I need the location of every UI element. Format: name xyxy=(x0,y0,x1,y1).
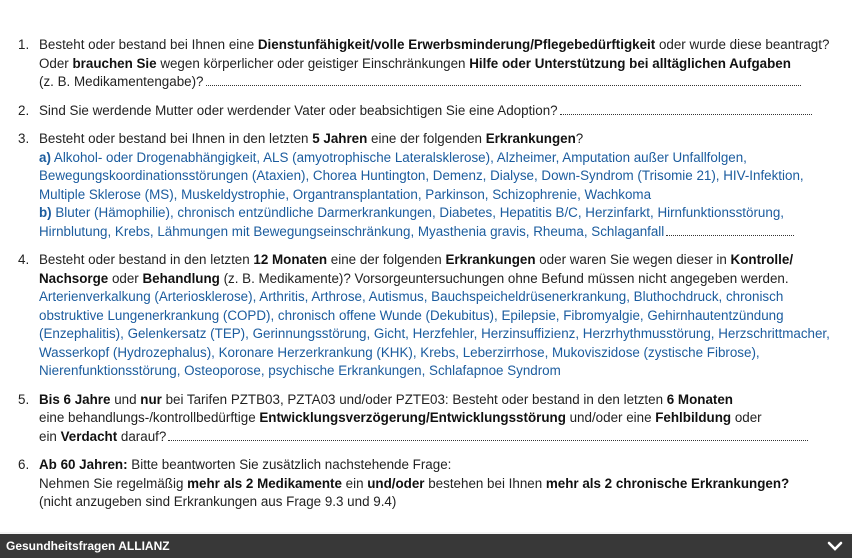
q1-line1-post: oder wurde diese beantragt? xyxy=(655,37,830,52)
answer-dotted-line xyxy=(560,114,812,115)
q5-mid1: und xyxy=(110,391,141,407)
question-number: 6. xyxy=(18,457,30,472)
q3-pre: Besteht oder bestand bei Ihnen in den letzten xyxy=(39,131,313,146)
chevron-down-icon[interactable] xyxy=(826,537,844,555)
question-number: 1. xyxy=(18,37,30,52)
q3-bold2: Erkrankungen xyxy=(485,131,576,146)
dialog-footer-bar xyxy=(0,534,852,558)
q1-line2-pre: Oder xyxy=(39,55,73,71)
dialog-title: Gesundheitsfragen ALLIANZ xyxy=(6,539,170,553)
questions-list xyxy=(18,36,834,522)
q6-bold2: mehr als 2 Medikamente xyxy=(187,475,342,491)
q5-line2-post: oder xyxy=(731,410,762,425)
q3-post: ? xyxy=(575,131,584,146)
q4-bold2: Erkrankungen xyxy=(445,252,536,267)
q3-b-text: Bluter (Hämophilie), chronisch entzündliche Darmerkrankungen, Diabetes, Hepatitis B/C, Herzinfarkt, Hirnfunktionsstörung, Hirnblutung, Krebs, Lähmungen mit Bewegungseinschränkung, Myasthenia gravis, Rheuma, Schlaganfall xyxy=(39,205,784,239)
q5-bold3: 6 Monaten xyxy=(666,391,733,407)
q6-bold4: mehr als 2 chronische Erkrankungen? xyxy=(545,475,790,491)
question-number: 2. xyxy=(18,102,30,118)
question-number: 5. xyxy=(18,391,30,407)
question-1 xyxy=(18,36,834,92)
q5-bold2: nur xyxy=(140,391,162,407)
q6-line1-post: Bitte beantworten Sie zusätzlich nachstehende Frage: xyxy=(127,457,452,472)
q6-line2-mid2: bestehen bei Ihnen xyxy=(424,475,546,491)
q5-line3-post: darauf? xyxy=(117,428,167,444)
question-3 xyxy=(18,130,834,241)
answer-dotted-line xyxy=(206,85,801,86)
q3-a-label: a) xyxy=(39,149,51,165)
q3-b-label: b) xyxy=(39,205,52,220)
question-6 xyxy=(18,456,834,512)
q5-bold6: Verdacht xyxy=(60,428,118,444)
question-number: 3. xyxy=(18,131,30,146)
q3-a-text: Alkohol- oder Drogenabhängigkeit, ALS (amyotrophische Lateralsklerose), Alzheimer, Amputation außer Unfallfolgen, Bewegungskoordinationsstörungen (Ataxien), Chorea Huntington, Demenz, Dialyse, Down-Syndrom (Trisomie 21), HIV-Infektion, Multiple Sklerose (MS), Muskeldystrophie, Organtransplantation, Parkinson, Schizophrenie, Wachkoma xyxy=(39,149,804,202)
q5-bold5: Fehlbildung xyxy=(655,410,732,425)
q1-line1-bold: Dienstunfähigkeit/volle Erwerbsminderung/Pflegebedürftigkeit xyxy=(257,37,656,52)
q5-bold1: Bis 6 Jahre xyxy=(39,391,111,407)
q5-mid2: bei Tarifen PZTB03, PZTA03 und/oder PZTE03: Besteht oder bestand in den letzten xyxy=(161,391,667,407)
q4-mid3: oder xyxy=(108,270,143,286)
q1-line3: (z. B. Medikamentengabe)? xyxy=(39,74,204,89)
q4-mid2: oder waren Sie wegen dieser in xyxy=(535,252,731,267)
q1-line1-pre: Besteht oder bestand bei Ihnen eine xyxy=(39,37,258,52)
question-5 xyxy=(18,391,834,447)
q1-line2-bold2: Hilfe oder Unterstützung bei alltäglichen Aufgaben xyxy=(469,55,791,71)
q6-bold3: und/oder xyxy=(367,475,425,491)
q6-line2-pre: Nehmen Sie regelmäßig xyxy=(39,475,188,491)
q6-bold1: Ab 60 Jahren: xyxy=(39,457,128,472)
answer-dotted-line xyxy=(168,440,808,441)
question-2 xyxy=(18,102,834,121)
question-4 xyxy=(18,251,834,381)
q4-post: (z. B. Medikamente)? Vorsorgeuntersuchungen ohne Befund müssen nicht angegeben werden. xyxy=(219,270,789,286)
q5-line2-mid: und/oder eine xyxy=(565,410,656,425)
q4-bold4: Behandlung xyxy=(142,270,220,286)
q3-bold1: 5 Jahren xyxy=(312,131,368,146)
q4-mid1: eine der folgenden xyxy=(327,252,446,267)
q6-line3: (nicht anzugeben sind Erkrankungen aus Frage 9.3 und 9.4) xyxy=(39,494,397,509)
q2-text: Sind Sie werdende Mutter oder werdender Vater oder beabsichtigen Sie eine Adoption? xyxy=(39,102,558,118)
q1-line2-bold1: brauchen Sie xyxy=(72,55,157,71)
q4-bold3: Kontrolle/ Nachsorge xyxy=(39,252,794,286)
q3-mid: eine der folgenden xyxy=(367,131,486,146)
q5-line2-pre: eine behandlungs-/kontrollbedürftige xyxy=(39,410,260,425)
q4-bold1: 12 Monaten xyxy=(253,252,328,267)
question-number: 4. xyxy=(18,252,30,267)
q6-line2-mid1: ein xyxy=(341,475,368,491)
q1-line2-mid: wegen körperlicher oder geistiger Einschränkungen xyxy=(156,55,470,71)
q4-pre: Besteht oder bestand in den letzten xyxy=(39,252,254,267)
q5-bold4: Entwicklungsverzögerung/Entwicklungsstörung xyxy=(259,410,566,425)
q4-disease-list: Arterienverkalkung (Arteriosklerose), Arthritis, Arthrose, Autismus, Bauchspeicheldrüsenerkrankung, Bluthochdruck, chronisch obstruktive Lungenerkrankung (COPD), chronisch offene Wunde (Dekubitus), Epilepsie, Fibromyalgie, Gehirnhautentzündung (Enzephalitis), Gelenkersatz (TEP), Gerinnungsstörung, Gicht, Herzfehler, Herzinsuffizienz, Herzrhythmusstörung, Herzschrittmacher, Wasserkopf (Hydrozephalus), Koronare Herzerkrankung (KHK), Krebs, Leberzirrhose, Mukoviszidose (zystische Fibrose), Nierenfunktionsstörung, Osteoporose, psychische Erkrankungen, Schlafapnoe Syndrom xyxy=(39,289,830,378)
q5-line3-pre: ein xyxy=(39,428,61,444)
answer-dotted-line xyxy=(666,235,794,236)
